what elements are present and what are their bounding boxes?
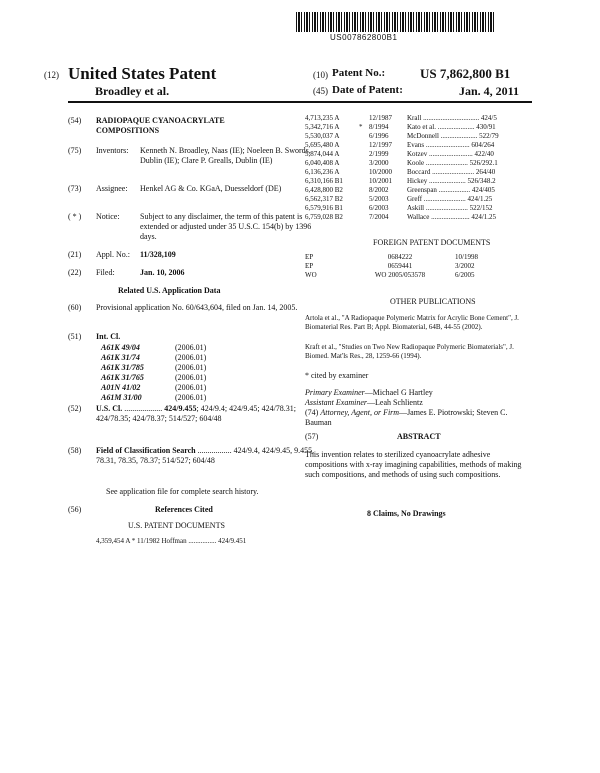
- provisional-application: Provisional application No. 60/643,604, filed on Jan. 14, 2005.: [96, 303, 298, 312]
- field-of-search: Field of Classification Search ................. 424/9.4, 424/9.45, 9.455, 78.31, 78.35, 78.37; 514/527; 604/48: [96, 446, 315, 465]
- foreign-reference-row: EP 0684222 10/1998: [305, 253, 478, 261]
- us-documents-heading: U.S. PATENT DOCUMENTS: [128, 521, 225, 530]
- int-cl-row: A01N 41/02 (2006.01): [101, 383, 207, 392]
- int-cl-row: A61K 31/785 (2006.01): [101, 363, 207, 372]
- reference-row: 6,579,916 B1 6/2003 Askill ........................ 522/152: [305, 204, 493, 212]
- foreign-documents-heading: FOREIGN PATENT DOCUMENTS: [373, 238, 491, 247]
- code-56: (56): [68, 505, 82, 514]
- claims-count: 8 Claims, No Drawings: [367, 509, 446, 518]
- publication-kraft: Kraft et al., "Studies on Two New Radiopaque Polymeric Biomaterials", J. Biomed. Mat'ls Res., 28, 1259-66 (1994).: [305, 343, 514, 360]
- assignee: Henkel AG & Co. KGaA, Duesseldorf (DE): [140, 184, 282, 193]
- code-12: (12): [44, 70, 59, 80]
- code-58: (58): [68, 446, 82, 455]
- primary-examiner: Primary Examiner—Michael G Hartley: [305, 388, 433, 397]
- us-references-table: [305, 114, 499, 222]
- code-22: (22): [68, 268, 82, 277]
- reference-row: 6,040,408 A 3/2000 Koole ........................ 526/292.1: [305, 159, 498, 167]
- us-cl: U.S. Cl. ................... 424/9.455; 424/9.4; 424/9.45; 424/78.31; 424/78.35; 424/78.37; 514/527; 604/48: [96, 404, 297, 423]
- code-10: (10): [313, 70, 328, 80]
- code-21: (21): [68, 250, 82, 259]
- int-cl-row: A61M 31/00 (2006.01): [101, 393, 207, 402]
- search-history-note: See application file for complete search history.: [106, 487, 259, 496]
- abstract-text: This invention relates to sterilized cyanoacrylate adhesive compositions with x-ray imagining capabilities, methods of making such compositions, and methods of using such compositions.: [305, 450, 522, 479]
- notice: Subject to any disclaimer, the term of this patent is extended or adjusted under 35 U.S.C. 154(b) by 1396 days.: [140, 212, 312, 241]
- reference-row: 6,759,028 B2 7/2004 Wallace ...................... 424/1.25: [305, 213, 497, 221]
- code-54: (54): [68, 116, 82, 125]
- foreign-reference-row: WO WO 2005/053578 6/2005: [305, 271, 475, 279]
- inventors-label: Inventors:: [96, 146, 129, 155]
- notice-label: Notice:: [96, 212, 120, 221]
- publication-number: US007862800B1: [330, 33, 398, 42]
- reference-row: 5,342,716 A * 8/1994 Kato et al. ..................... 430/91: [305, 123, 496, 131]
- int-cl-label: Int. Cl.: [96, 332, 121, 341]
- date-label: Date of Patent:: [332, 84, 403, 96]
- related-heading: Related U.S. Application Data: [118, 286, 221, 295]
- foreign-reference-row: EP 0659441 3/2002: [305, 262, 475, 270]
- code-52: (52): [68, 404, 82, 413]
- other-publications-heading: OTHER PUBLICATIONS: [390, 297, 476, 306]
- cited-by-examiner-note: * cited by examiner: [305, 371, 369, 380]
- int-cl-row: A61K 31/74 (2006.01): [101, 353, 207, 362]
- code-73: (73): [68, 184, 82, 193]
- reference-row: 5,695,480 A 12/1997 Evans ......................... 604/264: [305, 141, 495, 149]
- code-75: (75): [68, 146, 82, 155]
- reference-row: 4,359,454 A * 11/1982 Hoffman ................ 424/9.451: [96, 537, 247, 545]
- reference-row: 6,562,317 B2 5/2003 Greff ........................ 424/1.25: [305, 195, 493, 203]
- foreign-references-table: [305, 253, 478, 280]
- attorney: (74) Attorney, Agent, or Firm—James E. Piotrowski; Steven C. Bauman: [305, 408, 508, 427]
- int-cl-row: A61K 31/765 (2006.01): [101, 373, 207, 382]
- appl-no: 11/328,109: [140, 250, 176, 259]
- reference-row: 5,530,037 A 6/1996 McDonnell ..................... 522/79: [305, 132, 499, 140]
- code-57: (57): [305, 432, 319, 441]
- invention-title: RADIOPAQUE CYANOACRYLATE COMPOSITIONS: [96, 116, 225, 135]
- references-heading: References Cited: [155, 505, 213, 514]
- barcode: [296, 12, 494, 32]
- reference-row: 6,310,166 B1 10/2001 Hickey ..................... 526/348.2: [305, 177, 496, 185]
- reference-row: 4,713,235 A 12/1987 Krall ................................ 424/5: [305, 114, 497, 122]
- code-60: (60): [68, 303, 82, 312]
- assignee-label: Assignee:: [96, 184, 128, 193]
- patent-no: US 7,862,800 B1: [420, 66, 511, 81]
- assistant-examiner: Assistant Examiner—Leah Schlientz: [305, 398, 423, 407]
- publication-artola: Artola et al., "A Radiopaque Polymeric Matrix for Acrylic Bone Cement", J. Biomaterial Res. Part B; Appl. Biomaterial, 64B, 44-55 (2002).: [305, 314, 519, 331]
- authors: Broadley et al.: [95, 84, 170, 98]
- abstract-heading: ABSTRACT: [397, 432, 441, 441]
- inventors: Kenneth N. Broadley, Naas (IE); Noeleen B. Swords, Dublin (IE); Clare P. Grealls, Dublin (IE): [140, 146, 311, 165]
- int-cl-row: A61K 49/04 (2006.01): [101, 343, 207, 352]
- appl-no-label: Appl. No.:: [96, 250, 130, 259]
- code-51: (51): [68, 332, 82, 341]
- patent-no-label: Patent No.:: [332, 67, 386, 79]
- filed-label: Filed:: [96, 268, 115, 277]
- reference-row: 6,136,236 A 10/2000 Boccard ........................ 264/40: [305, 168, 496, 176]
- reference-row: 5,874,044 A 2/1999 Kotzev ......................... 422/40: [305, 150, 494, 158]
- header-rule: [68, 101, 532, 103]
- filed-date: Jan. 10, 2006: [140, 268, 185, 277]
- patent-date: Jan. 4, 2011: [459, 84, 520, 98]
- code-45: (45): [313, 86, 328, 96]
- code-notice: ( * ): [68, 212, 82, 221]
- patent-title: United States Patent: [68, 64, 217, 83]
- reference-row: 6,428,800 B2 8/2002 Greenspan .................. 424/405: [305, 186, 495, 194]
